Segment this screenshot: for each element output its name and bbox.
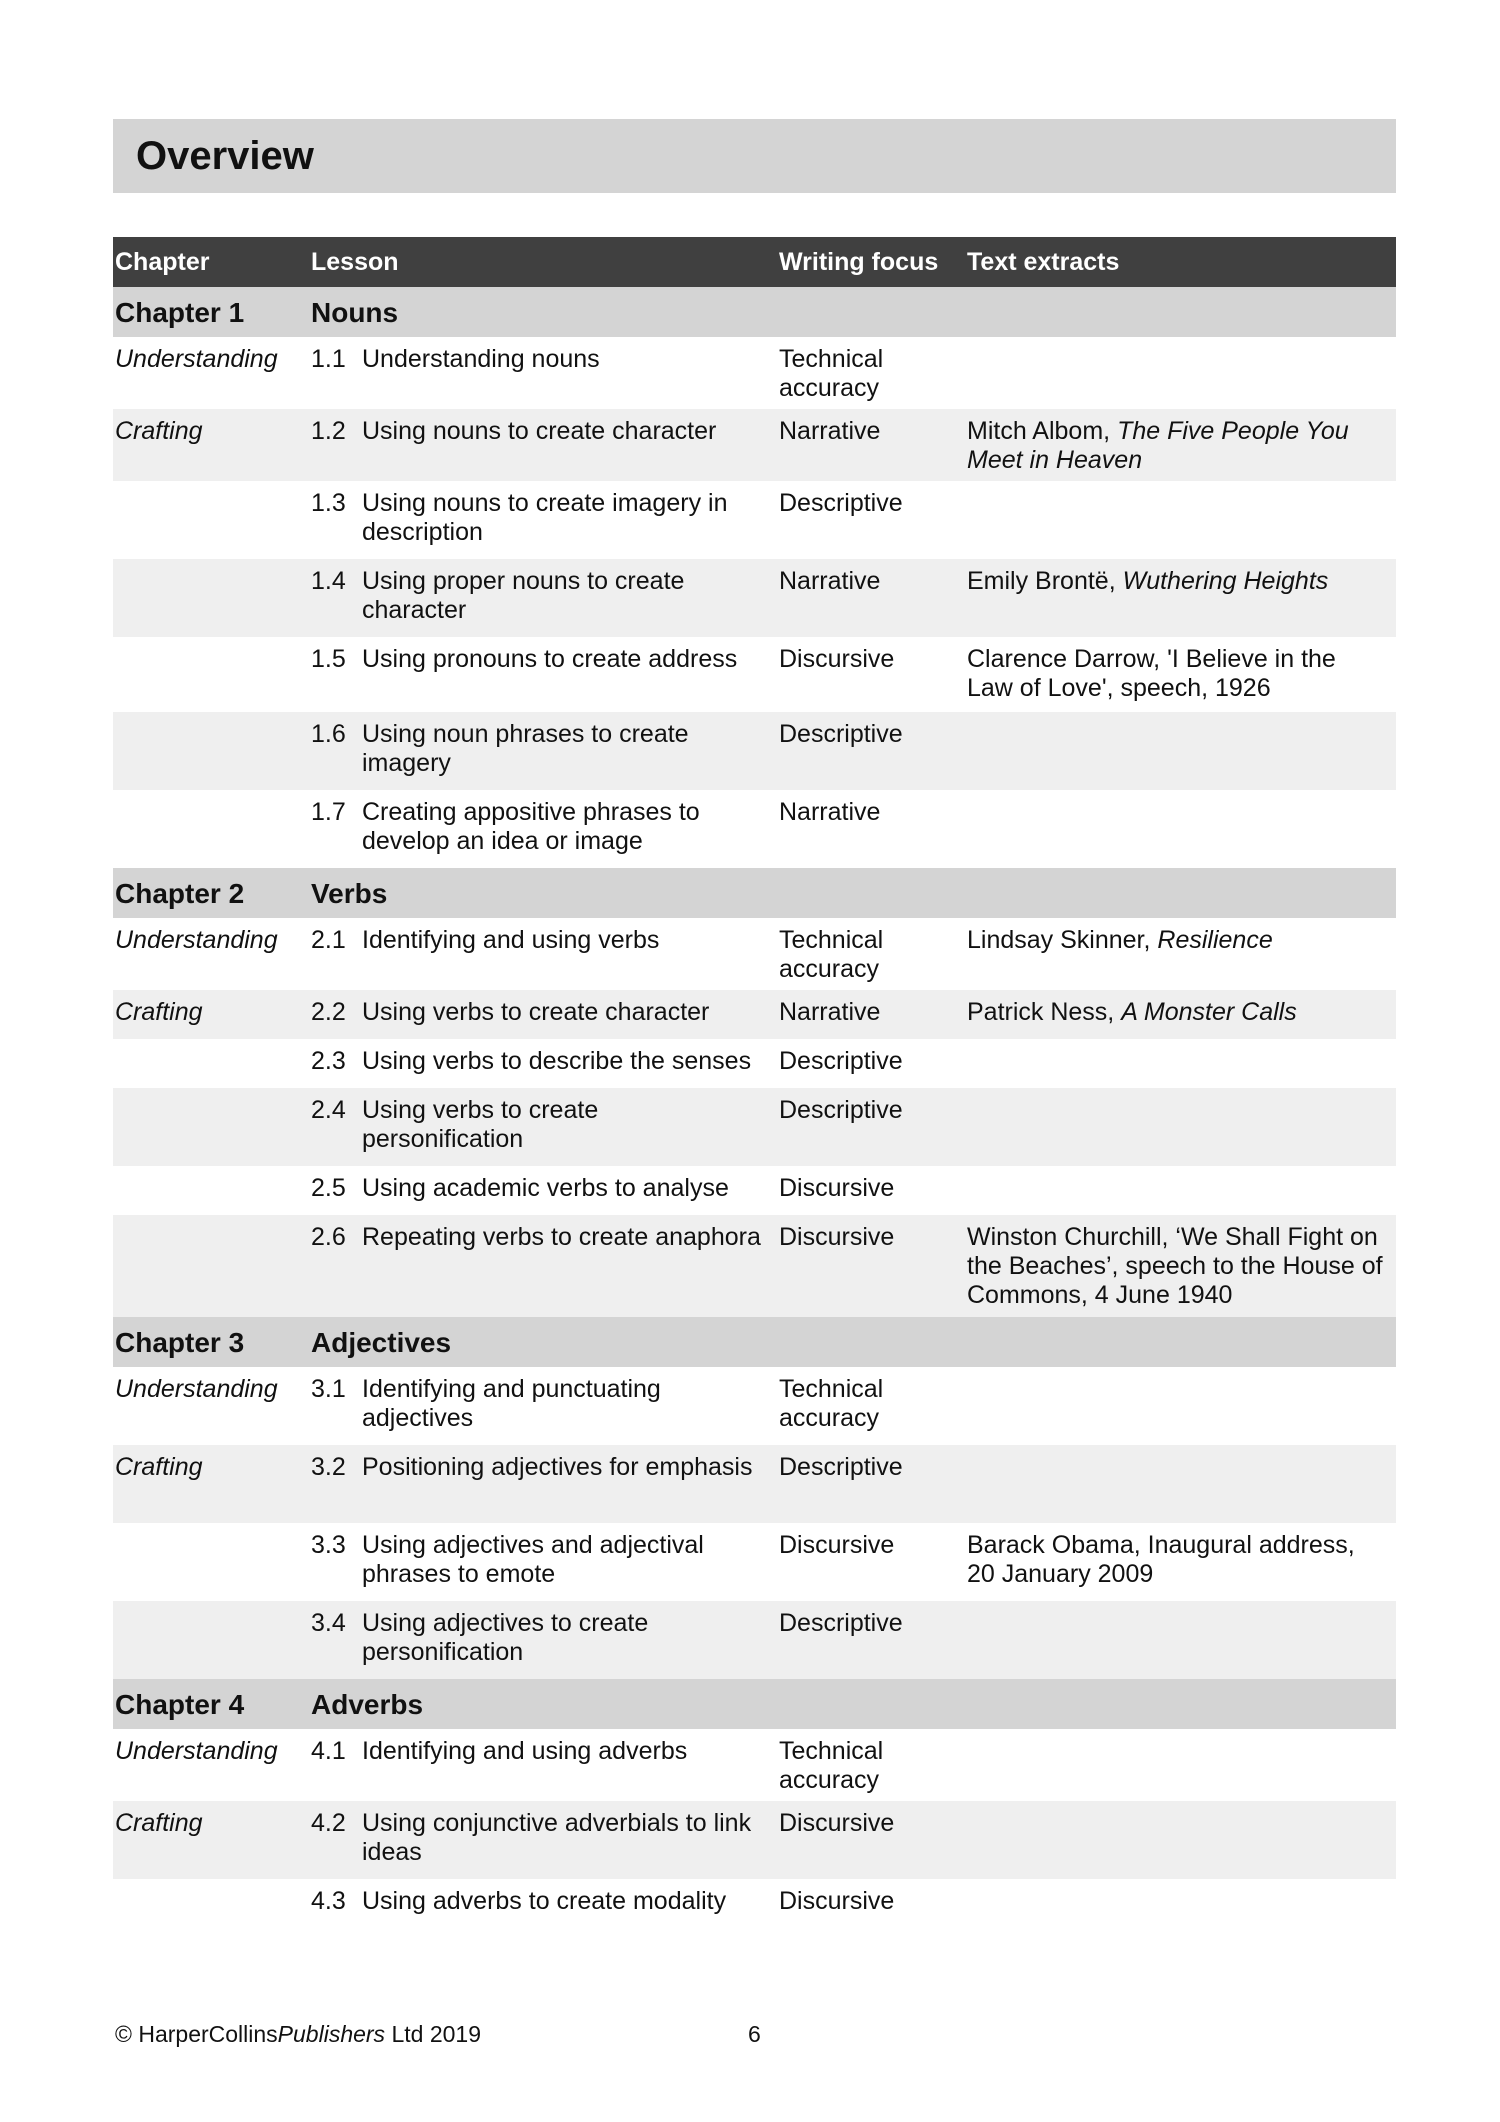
- lesson-stage: [113, 1737, 311, 1797]
- lesson-cell: [311, 1174, 779, 1211]
- lesson-cell: [311, 798, 779, 864]
- lesson-number: 2.3: [311, 1047, 346, 1075]
- table-body: [113, 287, 1396, 1929]
- lesson-title: Using verbs to create character: [362, 998, 710, 1026]
- lesson-stage: [113, 926, 311, 986]
- stage-label: Understanding: [115, 345, 278, 373]
- text-extract: [967, 417, 1396, 477]
- chapter-row: [113, 868, 1396, 918]
- lesson-stage: [113, 1531, 311, 1597]
- chapter-row: [113, 1679, 1396, 1729]
- table-row: [113, 1088, 1396, 1166]
- text-extract: [967, 798, 1396, 864]
- text-extract: [967, 1609, 1396, 1675]
- table-row: [113, 1367, 1396, 1445]
- lesson-cell: [311, 1375, 779, 1441]
- extract-author: Mitch Albom,: [967, 417, 1118, 445]
- table-row: [113, 1445, 1396, 1523]
- chapter-name: Adjectives: [311, 1326, 452, 1358]
- text-extract: [967, 998, 1396, 1035]
- writing-focus: Technical accuracy: [779, 926, 884, 983]
- chapter-row: [113, 1317, 1396, 1367]
- lesson-title: Using pronouns to create address: [362, 645, 738, 673]
- lesson-stage: [113, 798, 311, 864]
- extract-author: Emily Brontë,: [967, 567, 1123, 595]
- header-lesson: Lesson: [311, 247, 399, 276]
- stage-label: Crafting: [115, 1809, 203, 1837]
- lesson-stage: [113, 1609, 311, 1675]
- stage-label: Understanding: [115, 926, 278, 954]
- lesson-cell: [311, 1531, 779, 1597]
- lesson-number: 1.3: [311, 489, 346, 517]
- text-extract: [967, 1096, 1396, 1162]
- table-row: [113, 1039, 1396, 1088]
- extract-author: Clarence Darrow, 'I Believe in the Law of Love', speech, 1926: [967, 645, 1336, 702]
- lesson-stage: [113, 1223, 311, 1313]
- writing-focus: Technical accuracy: [779, 345, 884, 402]
- extract-author: Lindsay Skinner,: [967, 926, 1158, 954]
- text-extract: [967, 720, 1396, 786]
- lesson-cell: [311, 998, 779, 1035]
- text-extract: [967, 926, 1396, 986]
- lesson-cell: [311, 1096, 779, 1162]
- lesson-number: 4.2: [311, 1809, 346, 1837]
- stage-label: Crafting: [115, 417, 203, 445]
- lesson-stage: [113, 345, 311, 405]
- table-row: [113, 1801, 1396, 1879]
- stage-label: Crafting: [115, 1453, 203, 1481]
- lesson-cell: [311, 1737, 779, 1797]
- lesson-cell: [311, 1453, 779, 1519]
- extract-work: The Five People You Meet in Heaven: [967, 417, 1349, 474]
- lesson-number: 2.2: [311, 998, 346, 1026]
- lesson-number: 1.2: [311, 417, 346, 445]
- lesson-number: 1.5: [311, 645, 346, 673]
- extract-work: Resilience: [1157, 926, 1273, 954]
- chapter-number: Chapter 4: [115, 1688, 245, 1720]
- writing-focus: Descriptive: [779, 1609, 903, 1637]
- header-text-extracts: Text extracts: [967, 247, 1120, 276]
- table-row: [113, 918, 1396, 990]
- text-extract: [967, 345, 1396, 405]
- writing-focus: Discursive: [779, 1174, 895, 1202]
- text-extract: [967, 1809, 1396, 1875]
- stage-label: Crafting: [115, 998, 203, 1026]
- table-header: [113, 237, 1396, 287]
- lesson-title: Identifying and punctuating adjectives: [362, 1375, 661, 1432]
- writing-focus: Narrative: [779, 567, 881, 595]
- lesson-cell: [311, 1223, 779, 1313]
- stage-label: Understanding: [115, 1737, 278, 1765]
- lesson-cell: [311, 1887, 779, 1925]
- lesson-number: 4.3: [311, 1887, 346, 1915]
- lesson-title: Using conjunctive adverbials to link ideas: [362, 1809, 752, 1866]
- writing-focus: Discursive: [779, 645, 895, 673]
- text-extract: [967, 489, 1396, 555]
- header-writing-focus: Writing focus: [779, 247, 939, 276]
- table-row: [113, 337, 1396, 409]
- lesson-stage: [113, 1453, 311, 1519]
- table-row: [113, 990, 1396, 1039]
- lesson-title: Using proper nouns to create character: [362, 567, 685, 624]
- table-row: [113, 1879, 1396, 1929]
- writing-focus: Discursive: [779, 1223, 895, 1251]
- writing-focus: Descriptive: [779, 489, 903, 517]
- writing-focus: Narrative: [779, 417, 881, 445]
- lesson-cell: [311, 489, 779, 555]
- chapter-name: Adverbs: [311, 1688, 424, 1720]
- lesson-number: 2.6: [311, 1223, 346, 1251]
- lesson-number: 2.4: [311, 1096, 346, 1124]
- table-row: [113, 1215, 1396, 1317]
- lesson-title: Using nouns to create character: [362, 417, 717, 445]
- lesson-title: Repeating verbs to create anaphora: [362, 1223, 761, 1251]
- text-extract: [967, 567, 1396, 633]
- writing-focus: Discursive: [779, 1887, 895, 1915]
- writing-focus: Discursive: [779, 1809, 895, 1837]
- lesson-number: 3.1: [311, 1375, 346, 1403]
- lesson-stage: [113, 417, 311, 477]
- table-row: [113, 481, 1396, 559]
- lesson-stage: [113, 1375, 311, 1441]
- text-extract: [967, 1174, 1396, 1211]
- copyright: © HarperCollinsPublishers Ltd 2019: [115, 2021, 481, 2047]
- lesson-stage: [113, 720, 311, 786]
- lesson-number: 1.7: [311, 798, 346, 826]
- lesson-title: Using verbs to create personification: [362, 1096, 599, 1153]
- page-number: 6: [748, 2021, 761, 2047]
- text-extract: [967, 1223, 1396, 1313]
- writing-focus: Descriptive: [779, 1453, 903, 1481]
- writing-focus: Descriptive: [779, 1096, 903, 1124]
- chapter-name: Verbs: [311, 877, 388, 909]
- table-row: [113, 637, 1396, 712]
- chapter-number: Chapter 1: [115, 296, 245, 328]
- lesson-stage: [113, 1809, 311, 1875]
- table-row: [113, 1523, 1396, 1601]
- lesson-cell: [311, 720, 779, 786]
- lesson-cell: [311, 567, 779, 633]
- lesson-number: 1.1: [311, 345, 346, 373]
- text-extract: [967, 1737, 1396, 1797]
- lesson-number: 1.6: [311, 720, 346, 748]
- lesson-title: Using academic verbs to analyse: [362, 1174, 729, 1202]
- extract-work: A Monster Calls: [1121, 998, 1297, 1026]
- lesson-number: 3.3: [311, 1531, 346, 1559]
- lesson-cell: [311, 645, 779, 708]
- writing-focus: Narrative: [779, 798, 881, 826]
- text-extract: [967, 1047, 1396, 1084]
- table-row: [113, 790, 1396, 868]
- table-row: [113, 1601, 1396, 1679]
- extract-work: Wuthering Heights: [1122, 567, 1329, 595]
- overview-table: [113, 237, 1396, 1929]
- header-chapter: Chapter: [115, 247, 210, 276]
- writing-focus: Narrative: [779, 998, 881, 1026]
- lesson-cell: [311, 345, 779, 405]
- lesson-stage: [113, 1174, 311, 1211]
- lesson-title: Using noun phrases to create imagery: [362, 720, 689, 777]
- lesson-title: Using verbs to describe the senses: [362, 1047, 752, 1075]
- lesson-title: Creating appositive phrases to develop an idea or image: [362, 798, 700, 855]
- title-bar: [113, 119, 1396, 193]
- table-row: [113, 1166, 1396, 1215]
- page-title: Overview: [136, 133, 314, 178]
- table-row: [113, 559, 1396, 637]
- writing-focus: Technical accuracy: [779, 1375, 884, 1432]
- table-row: [113, 1729, 1396, 1801]
- lesson-cell: [311, 1047, 779, 1084]
- text-extract: [967, 645, 1396, 708]
- table-row: [113, 409, 1396, 481]
- lesson-title: Positioning adjectives for emphasis: [362, 1453, 753, 1481]
- lesson-cell: [311, 1609, 779, 1675]
- lesson-number: 1.4: [311, 567, 346, 595]
- lesson-stage: [113, 1887, 311, 1925]
- text-extract: [967, 1375, 1396, 1441]
- extract-author: Winston Churchill, ‘We Shall Fight on the Beaches’, speech to the House of Commons, 4 June 1940: [967, 1223, 1383, 1309]
- stage-label: Understanding: [115, 1375, 278, 1403]
- lesson-title: Using adjectives and adjectival phrases to emote: [362, 1531, 704, 1588]
- lesson-cell: [311, 1809, 779, 1875]
- lesson-number: 2.1: [311, 926, 346, 954]
- writing-focus: Discursive: [779, 1531, 895, 1559]
- extract-author: Barack Obama, Inaugural address, 20 January 2009: [967, 1531, 1355, 1588]
- chapter-number: Chapter 3: [115, 1326, 245, 1358]
- chapter-row: [113, 287, 1396, 337]
- lesson-title: Using adverbs to create modality: [362, 1887, 727, 1915]
- lesson-number: 2.5: [311, 1174, 346, 1202]
- lesson-stage: [113, 1096, 311, 1162]
- lesson-stage: [113, 567, 311, 633]
- lesson-cell: [311, 926, 779, 986]
- lesson-title: Using adjectives to create personification: [362, 1609, 649, 1666]
- table-row: [113, 712, 1396, 790]
- writing-focus: Descriptive: [779, 720, 903, 748]
- text-extract: [967, 1531, 1396, 1597]
- extract-author: Patrick Ness,: [967, 998, 1122, 1026]
- lesson-stage: [113, 998, 311, 1035]
- text-extract: [967, 1887, 1396, 1925]
- text-extract: [967, 1453, 1396, 1519]
- writing-focus: Descriptive: [779, 1047, 903, 1075]
- chapter-number: Chapter 2: [115, 877, 245, 909]
- lesson-title: Identifying and using adverbs: [362, 1737, 688, 1765]
- lesson-number: 3.4: [311, 1609, 346, 1637]
- lesson-stage: [113, 489, 311, 555]
- lesson-title: Using nouns to create imagery in description: [362, 489, 728, 546]
- lesson-stage: [113, 1047, 311, 1084]
- lesson-title: Understanding nouns: [362, 345, 600, 373]
- lesson-number: 3.2: [311, 1453, 346, 1481]
- chapter-name: Nouns: [311, 296, 399, 328]
- lesson-cell: [311, 417, 779, 477]
- lesson-title: Identifying and using verbs: [362, 926, 660, 954]
- lesson-number: 4.1: [311, 1737, 346, 1765]
- lesson-stage: [113, 645, 311, 708]
- writing-focus: Technical accuracy: [779, 1737, 884, 1794]
